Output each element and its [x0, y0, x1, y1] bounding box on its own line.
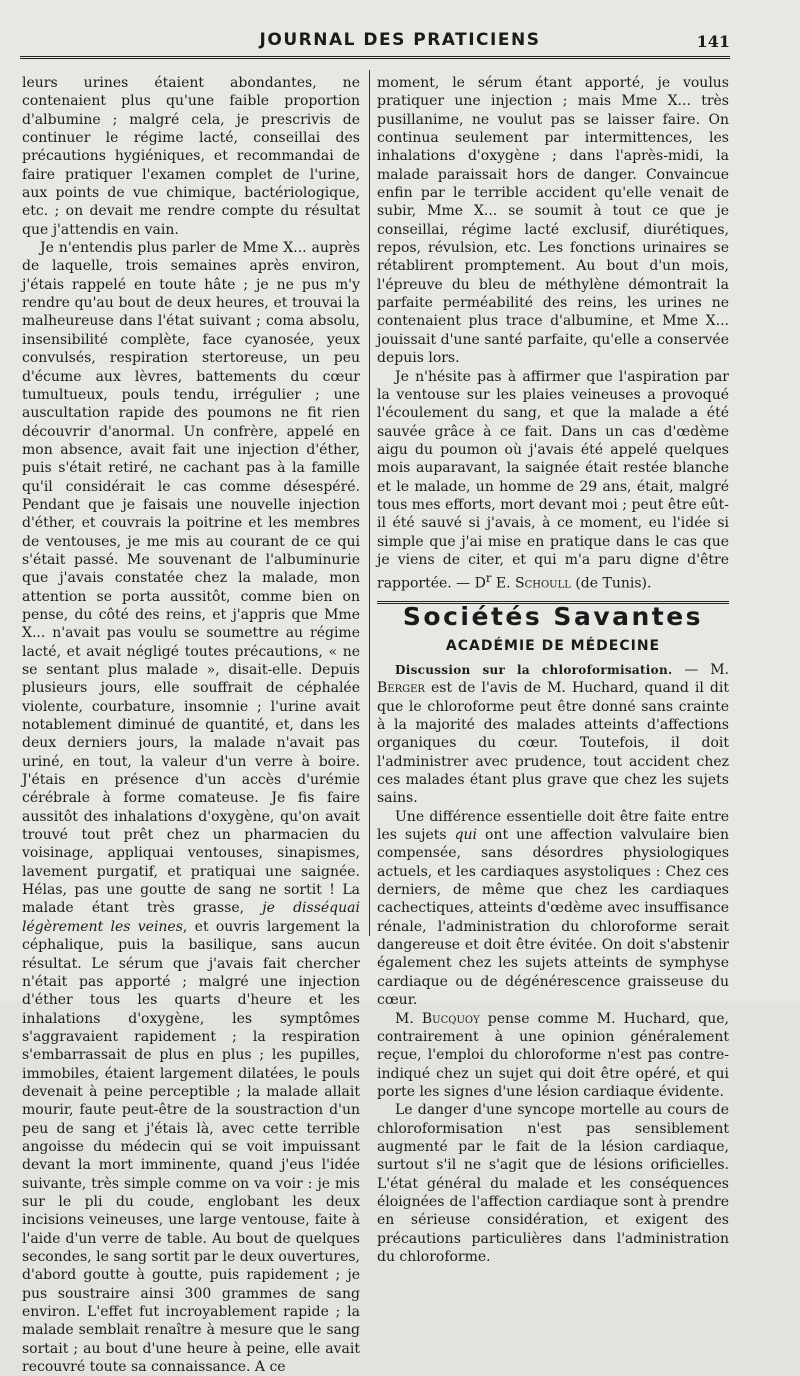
right-paragraph-3 — [377, 808, 729, 1010]
academy-heading: ACADÉMIE DE MÉDECINE — [445, 637, 661, 654]
right-paragraph-4 — [377, 1010, 729, 1102]
discussion-paragraph — [377, 661, 729, 808]
right-paragraph-3-italic: qui — [454, 827, 478, 844]
left-paragraph-2-text: Je n'entendis plus parler de Mme X... auprès de laquelle, trois semaines après environ, j'étais rappelé en toute hâte ; je ne pus m'y rendre qu'au bout de deux heures, et trouvai la malheureuse dans l'état suivant ; coma absolu, insensibilité complète, face cyanosée, yeux convulsés, respiration stertoreuse, un peu d'écume aux lèvres, battements du cœur tumultueux, pouls tendu, irrégulier ; une auscultation rapide des poumons ne fit rien découvrir d'anormal. Un confrère, appelé en mon absence, avait fait une injection d'éther, puis s'était retiré, ne cachant pas à la famille qu'il considérait le cas comme désespéré. Pendant que je faisais une nouvelle injection d'éther, et couvrais la poitrine et les membres de ventouses, je me mis au courant de ce qui s'était passé. Me souvenant de l'albuminurie que j'avais constatée chez la malade, mon attention se porta aussitôt, comme bien on pense, du côté des reins, et j'appris que Mme X... n'avait pas voulu se soumettre au régime lacté, et avait négligé toutes précautions, « ne se sentant plus malade », disait-elle. Depuis plusieurs jours, elle souffrait de céphalée violente, courbature, insomnie ; l'urine avait notablement diminué de quantité, et, dans les deux derniers jours, la malade n'avait pas uriné, en tout, la valeur d'un verre à boire. J'étais en présence d'un accès d'urémie cérébrale à forme comateuse. Je fis faire aussitôt des inhalations d'oxygène, qu'on avait trouvé tout prêt chez un pharmacien du voisinage, appliquai ventouses, sinapismes, lavement purgatif, et pratiquai une saignée. Hélas, pas une goutte de sang ne sortit ! La malade étant très grasse, — [22, 240, 360, 917]
left-column — [22, 74, 360, 1376]
discussion-name: Berger — [377, 680, 425, 697]
right-paragraph-4-name: Bucquoy — [421, 1010, 480, 1027]
section-title: Sociétés Savantes — [402, 602, 704, 632]
right-paragraph-3-a: Une différence essentielle doit être faite entre les sujets — [377, 808, 729, 844]
right-paragraph-2 — [377, 368, 729, 594]
journal-title: JOURNAL DES PRATICIENS — [259, 30, 541, 50]
discussion-lead: Discussion sur la chloroformisation. — [395, 662, 673, 677]
right-paragraph-2-sup: r — [485, 571, 492, 586]
left-paragraph-2 — [22, 239, 360, 1376]
right-paragraph-2-text: Je n'hésite pas à affirmer que l'aspiration par la ventouse sur les plaies veineuses a provoqué l'écoulement du sang, et que la malade a été sauvée grâce à ce fait. Dans un cas d'œdème aigu du poumon où j'avais été appelé quelques mois auparavant, la saignée était restée blanche et le malade, un homme de 29 ans, était, malgré tous mes efforts, mort devant moi ; peut être eût-il été sauvé si j'avais, à ce moment, eu l'idée si simple que j'ai mise en pratique dans le cas que je viens de citer, et qui m'a paru digne d'être rapportée. — D — [377, 368, 729, 592]
right-column — [377, 74, 729, 1266]
page-header — [0, 30, 800, 60]
right-paragraph-4-a: M. — [395, 1010, 422, 1027]
left-paragraph-2-text-b: , et ouvris largement la céphalique, puis la basilique, sans aucun résultat. Le sérum que j'avais fait chercher n'était pas apporté ; malgré une injection d'éther tous les quarts d'heure et les inhalations d'oxygène, les symptômes s'aggravaient rapidement ; la respiration s'embarrassait de plus en plus ; les pupilles, immobiles, étaient largement dilatées, le pouls devenait à peine perceptible ; la malade allait mourir, faute peut-être de la soustraction d'un peu de sang et j'étais là, avec cette terrible angoisse du médecin qui se voit impuissant devant la mort imminente, quand j'eus l'idée suivante, très simple comme on va voir : je mis sur le pli du coude, englobant les deux incisions veineuses, une large ventouse, faite à l'aide d'un verre de table. Au bout de quelques secondes, le sang sortit par le deux ouvertures, d'abord goutte à goutte, puis rapidement ; je pus soustraire ainsi 300 grammes de sang environ. L'effet fut incroyablement rapide ; la malade semblait renaître à mesure que le sang sortait ; au bout d'une heure à peine, elle avait recouvré toute sa connaissance. A ce — [22, 918, 360, 1376]
discussion-dash: — M. — [672, 661, 730, 678]
header-rule — [20, 56, 730, 59]
left-paragraph-2-italic: je disséquai légèrement les veines — [22, 900, 360, 935]
left-paragraph-1: leurs urines étaient abondantes, ne contenaient plus qu'une faible proportion d'albumine ; malgré cela, je prescrivis de continuer le régime lacté, conseillai des précautions hygiéniques, et recommandai de faire pratiquer l'examen complet de l'urine, aux points de vue chimique, bactériologique, etc. ; on devait me rendre compte du résultat que j'attendis en vain. — [22, 75, 360, 238]
author-name: E. Schoull — [491, 575, 571, 592]
column-divider — [369, 70, 370, 936]
right-paragraph-2-end: (de Tunis). — [570, 575, 652, 592]
right-paragraph-1: moment, le sérum étant apporté, je voulus pratiquer une injection ; mais Mme X... très pusillanime, ne voulut pas se laisser faire. On continua seulement par intermittences, les inhalations d'oxygène ; dans l'après-midi, la malade paraissait hors de danger. Convaincue enfin par le terrible accident qu'elle venait de subir, Mme X... se soumit à tout ce que je conseillai, régime lacté exclusif, diurétiques, repos, révulsion, etc. Les fonctions urinaires se rétablirent promptement. Au bout d'un mois, l'épreuve du bleu de méthylène démontrait la parfaite perméabilité des reins, les urines ne contenaient plus trace d'albumine, et Mme X... jouissait d'une santé parfaite, qu'elle a conservée depuis lors. — [377, 75, 729, 367]
right-paragraph-5: Le danger d'une syncope mortelle au cours de chloroformisation n'est pas sensiblement augmenté par le fait de la lésion cardiaque, surtout s'il ne s'agit que de lésions orificielles. L'état général du malade et les conséquences éloignées de l'affection cardiaque sont à prendre en sérieuse considération, et exigent des précautions particulières dans l'administration du chloroforme. — [377, 1102, 729, 1265]
right-paragraph-4-b: pense comme M. Huchard, que, contrairement à une opinion généralement reçue, l'emploi du chloroforme n'est pas contre-indiqué chez un sujet qui doit être opéré, et qui porte les signes d'une lésion cardiaque évidente. — [377, 1010, 729, 1100]
right-paragraph-3-b: ont une affection valvulaire bien compensée, sans désordres physiologiques actuels, et les cardiaques asystoliques : Chez ces derniers, de même que chez les cardiaques cachectiques, atteints d'œdème avec insuffisance rénale, l'administration du chloroforme serait dangereuse et doit être évitée. On doit s'abstenir également chez les sujets atteints de symphyse cardiaque ou de dégénérescence graisseuse du cœur. — [377, 827, 729, 1009]
page-number: 141 — [696, 32, 730, 51]
discussion-text: est de l'avis de M. Huchard, quand il dit que le chloroforme peut être donné sans crainte à la majorité des malades atteints d'affections organiques du cœur. Toutefois, il doit l'administrer avec prudence, tout accident chez ces malades étant plus grave que chez les sujets sains. — [377, 680, 729, 807]
